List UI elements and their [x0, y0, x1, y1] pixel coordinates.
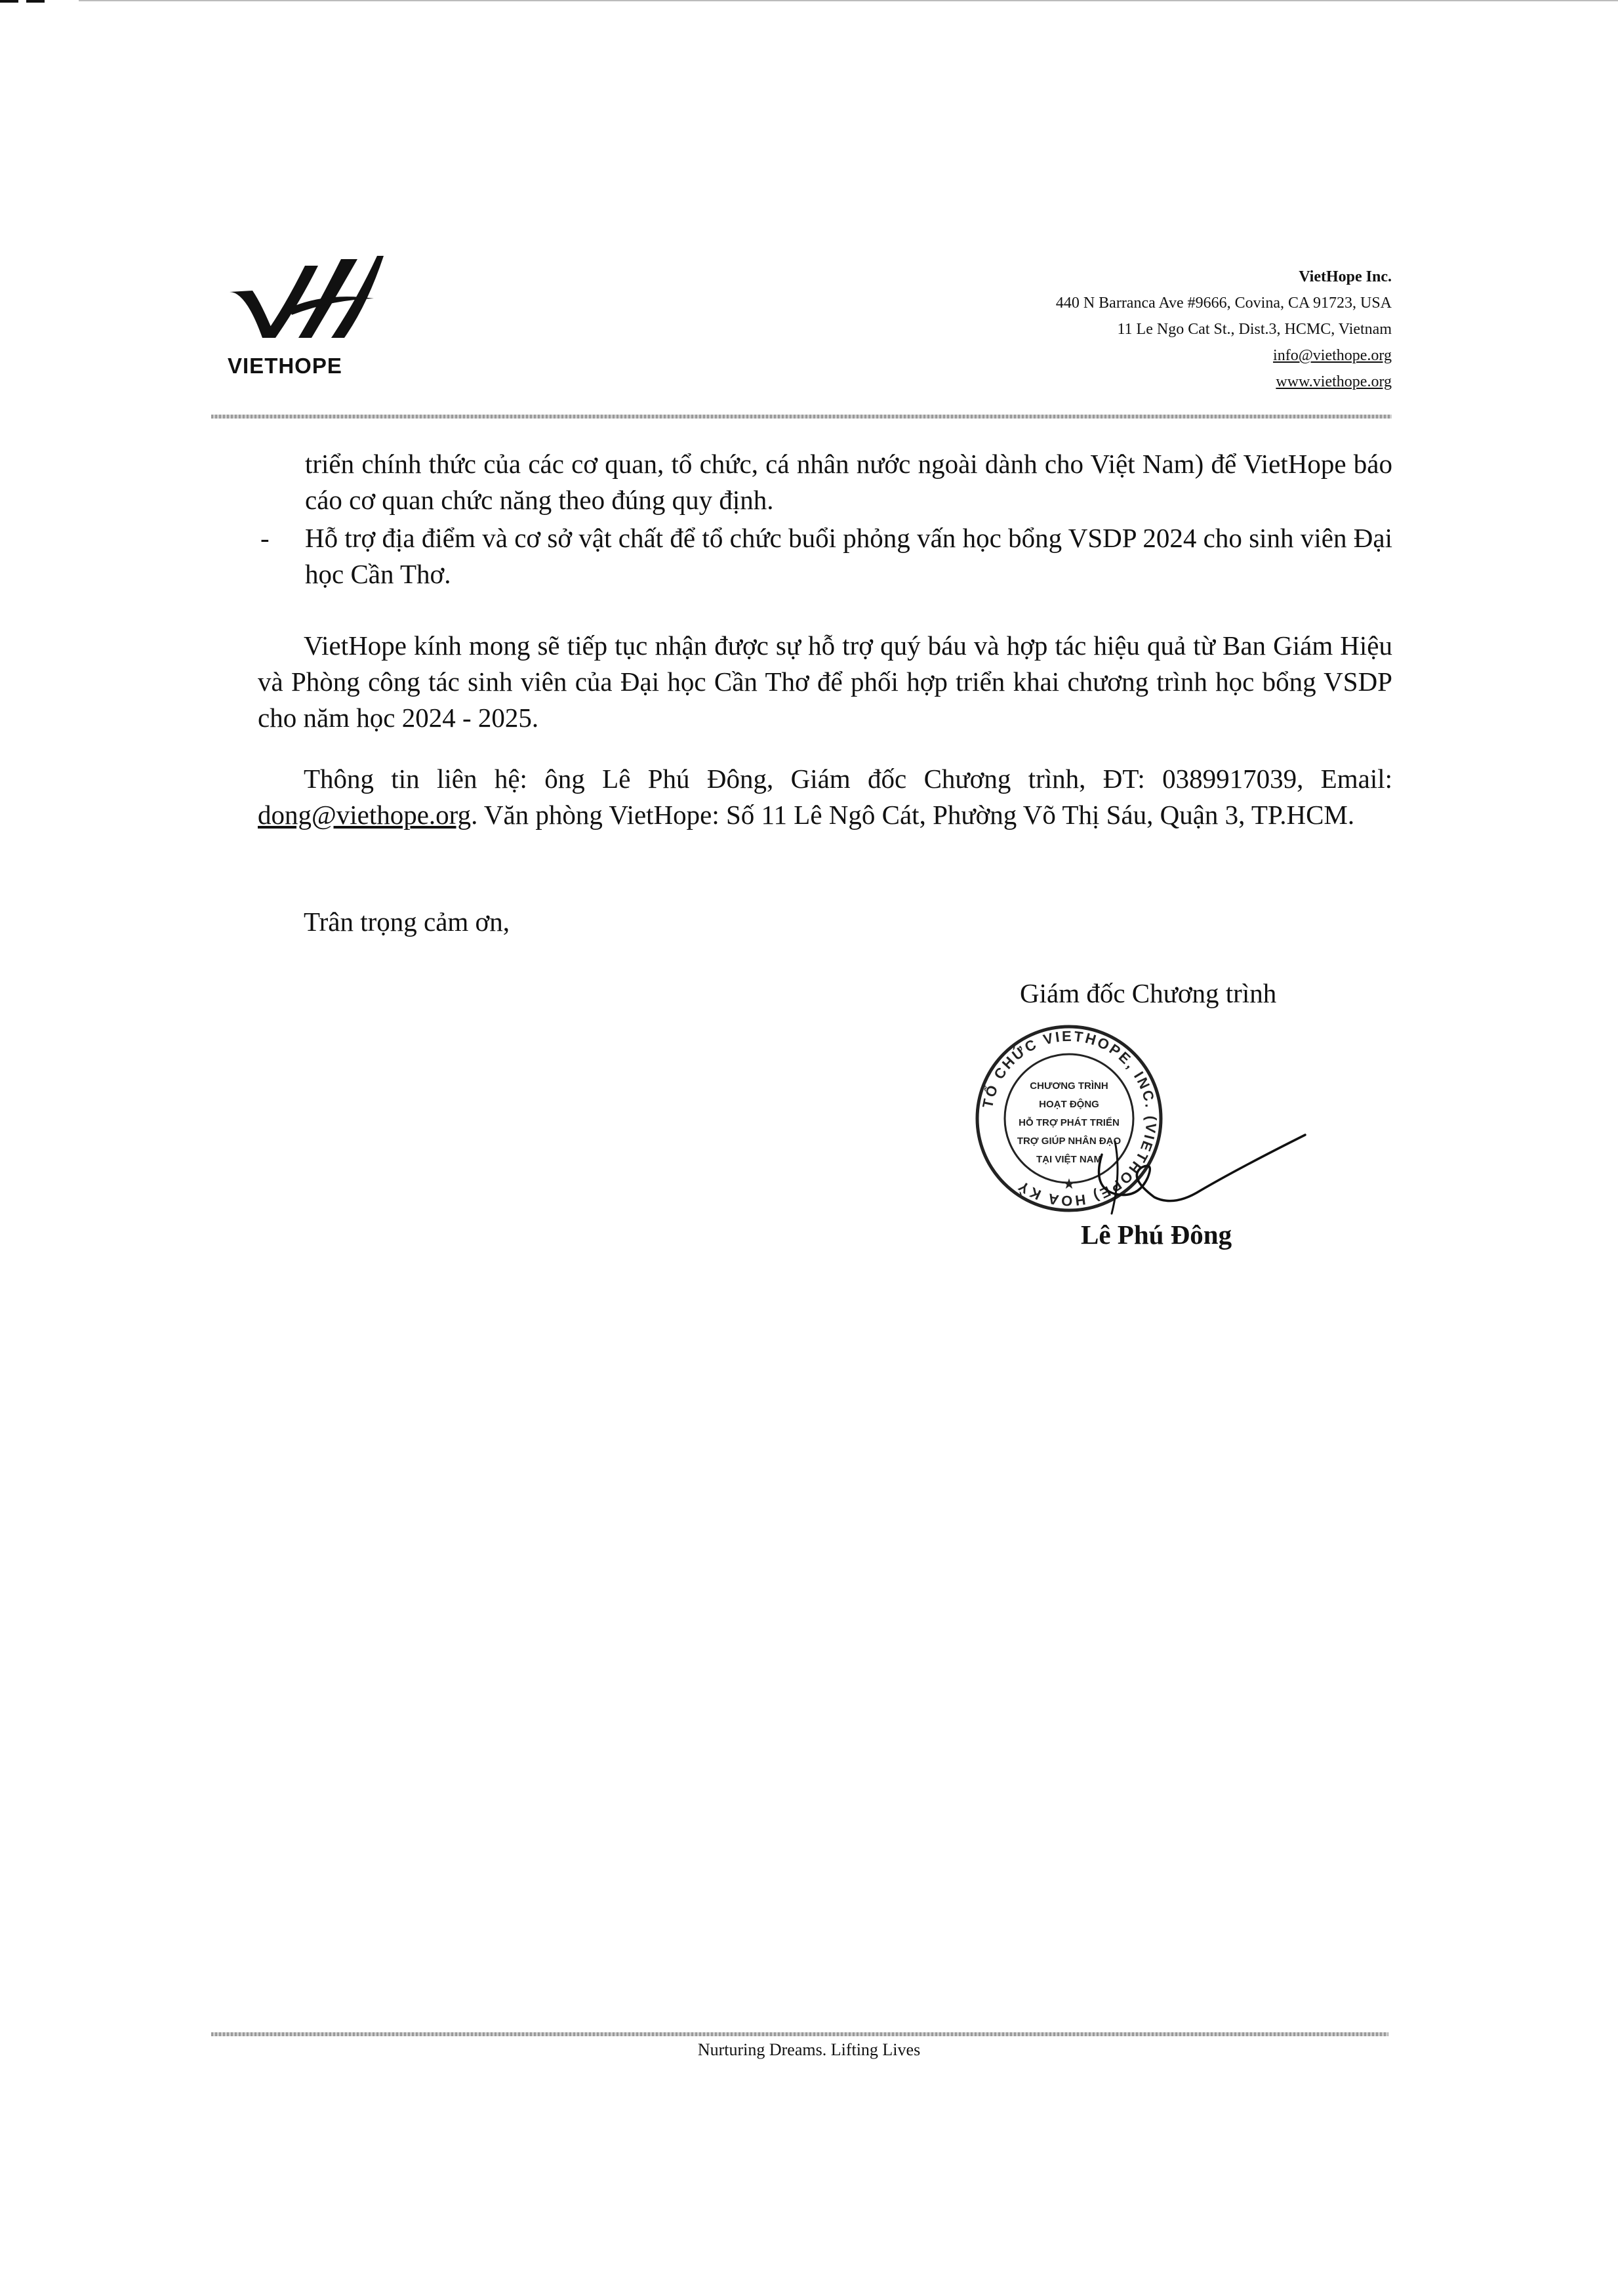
org-name: VietHope Inc. [1299, 268, 1392, 285]
svg-text:TỔ CHỨC VIETHOPE, INC. (VIETHO: TỔ CHỨC VIETHOPE, INC. (VIETHOPE) HOA KỲ [979, 1027, 1160, 1210]
logo-mark-icon [226, 253, 384, 351]
contact-text-lead: Thông tin liên hệ: ông Lê Phú Đông, Giám đốc Chương trình, ĐT: 0389917039, Email: [304, 764, 1392, 794]
header-website-link[interactable]: www.viethope.org [1276, 373, 1392, 390]
signer-name: Lê Phú Đông [1081, 1220, 1232, 1250]
scan-artifact [79, 0, 1618, 1]
bullet-dash: - [260, 523, 270, 553]
handwritten-signature-icon [1076, 1115, 1312, 1227]
stamp-line: TẠI VIỆT NAM [1036, 1154, 1102, 1165]
contact-text-tail: . Văn phòng VietHope: Số 11 Lê Ngô Cát, Phường Võ Thị Sáu, Quận 3, TP.HCM. [471, 800, 1355, 830]
stamp-line: CHƯƠNG TRÌNH [1030, 1080, 1108, 1092]
paragraph-contact [258, 761, 1392, 833]
contact-email-link[interactable]: dong@viethope.org [258, 800, 472, 830]
scan-artifact [26, 0, 45, 3]
header-divider [211, 415, 1392, 419]
bullet-item: Hỗ trợ địa điểm và cơ sở vật chất để tổ chức buổi phỏng vấn học bổng VSDP 2024 cho sinh viên Đại học Cần Thơ. [305, 523, 1392, 589]
viethope-logo [226, 253, 384, 379]
footer-divider [211, 2032, 1388, 2036]
paragraph-continued: triển chính thức của các cơ quan, tổ chức, cá nhân nước ngoài dành cho Việt Nam) để VietHope báo cáo cơ quan chức năng theo đúng quy định. [305, 449, 1392, 515]
closing-text: Trân trọng cảm ơn, [304, 907, 510, 937]
paragraph-request [258, 628, 1392, 736]
closing-line [258, 904, 1392, 940]
stamp-line: HOẠT ĐỘNG [1039, 1099, 1099, 1110]
paragraph-request-text: VietHope kính mong sẽ tiếp tục nhận được sự hỗ trợ quý báu và hợp tác hiệu quả từ Ban Giám Hiệu và Phòng công tác sinh viên của Đại học Cần Thơ để phối hợp triển khai chương trình học bổng VSDP cho năm học 2024 - 2025. [258, 630, 1392, 733]
header-address [801, 264, 1392, 395]
logo-text: VIETHOPE [228, 354, 342, 378]
address-vn: 11 Le Ngo Cat St., Dist.3, HCMC, Vietnam [1117, 321, 1392, 338]
stamp-line: HỖ TRỢ PHÁT TRIỂN [1019, 1117, 1120, 1128]
header-email-link[interactable]: info@viethope.org [1273, 347, 1392, 364]
address-us: 440 N Barranca Ave #9666, Covina, CA 91723, USA [1055, 295, 1392, 312]
svg-text:★: ★ [1062, 1176, 1076, 1192]
stamp-line: TRỢ GIÚP NHÂN ĐẠO [1017, 1136, 1122, 1147]
scan-artifact [0, 0, 18, 3]
signature-title: Giám đốc Chương trình [1020, 978, 1277, 1008]
footer-tagline: Nurturing Dreams. Lifting Lives [697, 2040, 921, 2059]
